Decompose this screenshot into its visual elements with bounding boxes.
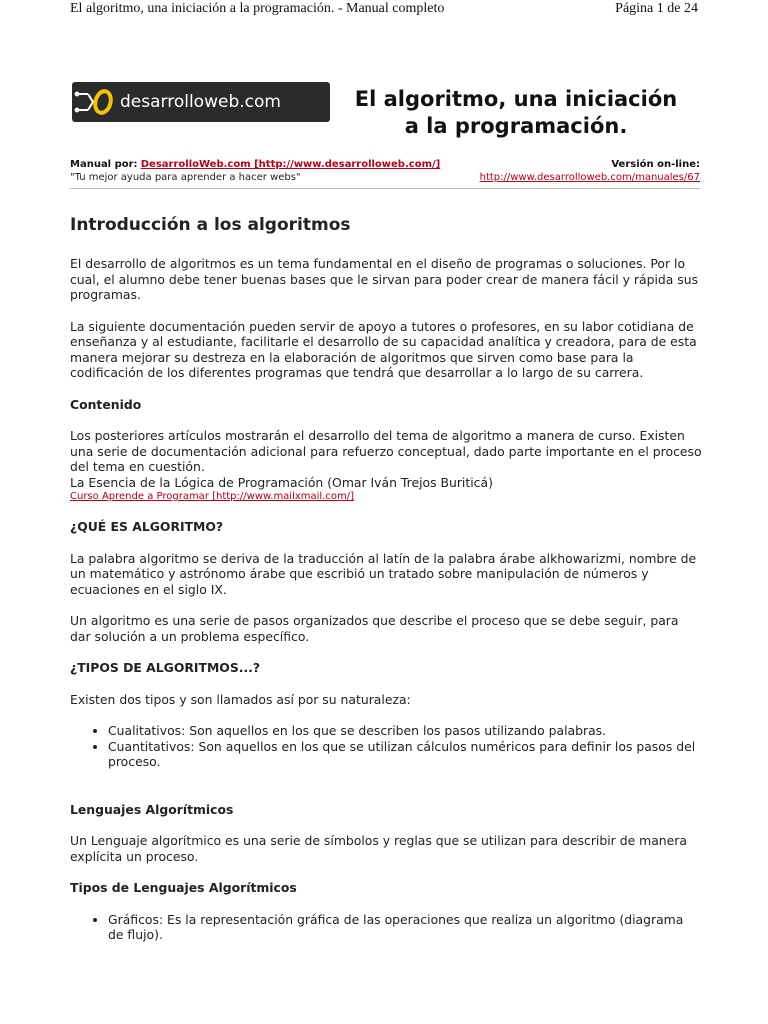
site-logo[interactable] bbox=[72, 82, 330, 122]
title-line-1: El algoritmo, una iniciación bbox=[354, 87, 678, 111]
heading-tipos-lenguajes: Tipos de Lenguajes Algorítmicos bbox=[70, 880, 297, 895]
manual-author-link[interactable]: DesarrolloWeb.com [http://www.desarrolloweb.com/] bbox=[140, 159, 441, 170]
section-heading: Introducción a los algoritmos bbox=[70, 215, 351, 235]
document-title: El algoritmo, una iniciación a la programación. - Manual completo bbox=[70, 1, 445, 16]
article-content bbox=[70, 214, 702, 959]
manual-meta bbox=[70, 158, 700, 184]
heading-que-es-algoritmo: ¿QUÉ ES ALGORITMO? bbox=[70, 519, 224, 534]
list-tipos bbox=[70, 723, 702, 770]
desarrolloweb-logo-icon bbox=[72, 85, 116, 119]
list-item: • Gráficos: Es la representación gráfica de las operaciones que realiza un algoritmo (diagrama de flujo). bbox=[108, 912, 702, 943]
running-header bbox=[0, 0, 768, 22]
heading-lenguajes: Lenguajes Algorítmicos bbox=[70, 801, 234, 817]
heading-tipos-algoritmos: ¿TIPOS DE ALGORITMOS...? bbox=[70, 660, 261, 675]
page-number: Página 1 de 24 bbox=[615, 1, 698, 16]
logo-text: desarrolloweb.com bbox=[120, 92, 281, 112]
list-item: • Cualitativos: Son aquellos en los que se describen los pasos utilizando palabras. bbox=[108, 723, 702, 739]
paragraph-contenido-text: Los posteriores artículos mostrarán el desarrollo del tema de algoritmo a manera de curso. Existen una serie de documentación adicional para refuerzo conceptual, dado parte importante en el proceso del tema en cuestión. bbox=[70, 428, 702, 474]
paragraph-lenguajes: Un Lenguaje algorítmico es una serie de símbolos y reglas que se utilizan para describir de manera explícita un proceso. bbox=[70, 833, 687, 864]
version-url-link[interactable]: http://www.desarrolloweb.com/manuales/67 bbox=[479, 172, 700, 183]
curso-link[interactable]: Curso Aprende a Programar [http://www.mailxmail.com/] bbox=[70, 491, 355, 502]
paragraph-documentation: La siguiente documentación pueden servir de apoyo a tutores o profesores, en su labor cotidiana de enseñanza y al estudiante, facilitarle el desarrollo de su capacidad analítica y creadora, para de esta manera mejorar su destreza en la elaboración de algoritmos que sirven como base para la codificación de los diferentes programas que tendrá que desarrollar a lo largo de su carrera. bbox=[70, 318, 697, 380]
slogan: "Tu mejor ayuda para aprender a hacer webs" bbox=[70, 172, 301, 183]
paragraph-contenido bbox=[70, 428, 702, 503]
paragraph-etimologia: La palabra algoritmo se deriva de la traducción al latín de la palabra árabe alkhowarizmi, nombre de un matemático y astrónomo árabe que escribió un tratado sobre manipulación de números y ecuaciones en el siglo IX. bbox=[70, 550, 697, 597]
list-item: • Cuantitativos: Son aquellos en los que se utilizan cálculos numéricos para definir los pasos del proceso. bbox=[108, 739, 702, 770]
list-tipos-lenguajes bbox=[70, 912, 702, 943]
title-line-2: a la programación. bbox=[404, 114, 628, 138]
paragraph-intro: El desarrollo de algoritmos es un tema fundamental en el diseño de programas o soluciones. Por lo cual, el alumno debe tener buenas bases que le sirvan para poder crear de manera fácil y rápida sus programas. bbox=[70, 256, 699, 302]
paragraph-definicion: Un algoritmo es una serie de pasos organizados que describe el proceso que se debe seguir, para dar solución a un problema específico. bbox=[70, 613, 679, 644]
manual-label: Manual por: bbox=[70, 159, 138, 170]
paragraph-tipos: Existen dos tipos y son llamados así por su naturaleza: bbox=[70, 691, 411, 707]
version-label: Versión on-line: bbox=[611, 159, 700, 170]
main-title bbox=[334, 86, 698, 140]
book-reference: La Esencia de la Lógica de Programación (Omar Iván Trejos Buriticá) bbox=[70, 474, 493, 490]
heading-contenido: Contenido bbox=[70, 396, 142, 412]
divider bbox=[70, 188, 700, 189]
